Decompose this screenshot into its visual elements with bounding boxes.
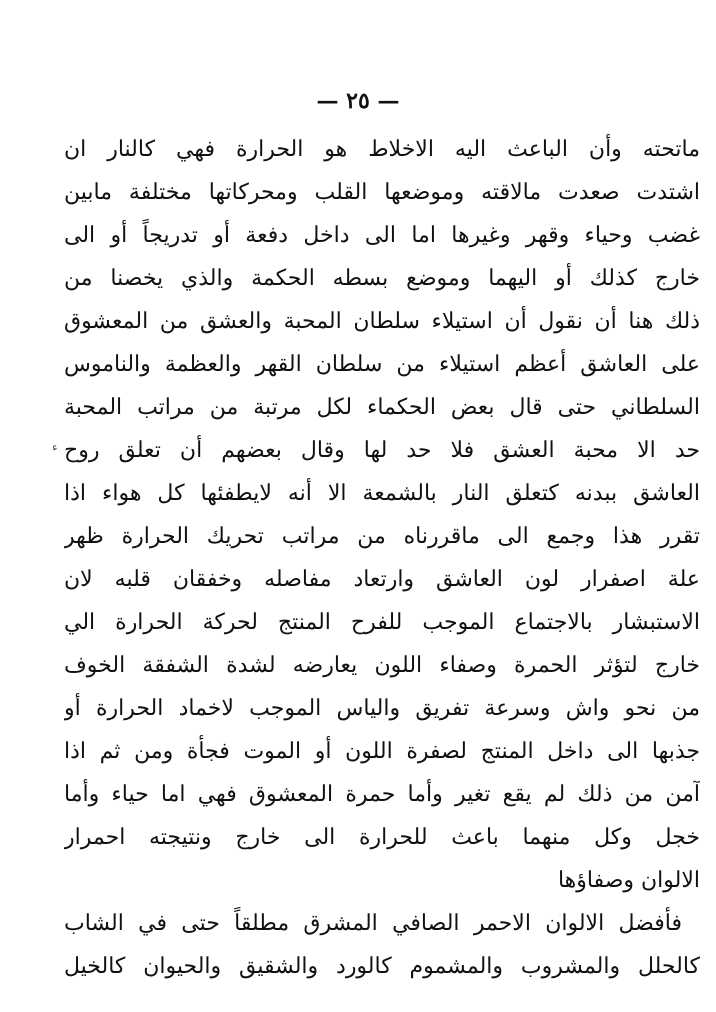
- text-line: خارج كذلك أو اليهما وموضع بسطه الحكمة والذي يخصنا من: [64, 266, 700, 291]
- text-line: كالحلل والمشروب والمشموم كالورد والشقيق والحيوان كالخيل: [64, 954, 700, 979]
- text-line: فأفضل الالوان الاحمر الصافي المشرق مطلقاً حتى في الشاب: [64, 911, 682, 936]
- text-line: خارج لتؤثر الحمرة وصفاء اللون يعارضه لشدة الشفقة الخوف: [64, 653, 700, 678]
- text-line: ماتحته وأن الباعث اليه الاخلاط هو الحرارة فهي كالنار ان: [64, 137, 700, 162]
- text-line: خجل وكل منهما باعث للحرارة الى خارج ونتيجته احمرار: [64, 825, 700, 850]
- text-line: ذلك هنا أن نقول أن استيلاء سلطان المحبة والعشق من المعشوق: [64, 309, 700, 334]
- text-line: آمن من ذلك لم يقع تغير وأما حمرة المعشوق فهي اما حياء وأما: [64, 782, 700, 807]
- text-line: على العاشق أعظم استيلاء من سلطان القهر والعظمة والناموس: [64, 352, 700, 377]
- text-body: [64, 128, 700, 988]
- margin-mark: ء: [52, 440, 58, 454]
- text-line: علة اصفرار لون العاشق وارتعاد مفاصله وخفقان قلبه لان: [64, 567, 700, 592]
- text-line: حد الا محبة العشق فلا حد لها وقال بعضهم أن تعلق روح: [64, 438, 700, 463]
- text-line: العاشق ببدنه كتعلق النار بالشمعة الا أنه لايطفئها كل هواء اذا: [64, 481, 700, 506]
- text-line: الاستبشار بالاجتماع الموجب للفرح المنتج لحركة الحرارة الي: [64, 610, 700, 635]
- text-line: تقرر هذا وجمع الى ماقررناه من مراتب تحريك الحرارة ظهر: [64, 524, 700, 549]
- text-line: من نحو واش وسرعة تفريق والياس الموجب لاخماد الحرارة أو: [64, 696, 700, 721]
- text-line: غضب وحياء وقهر وغيرها اما الى داخل دفعة أو تدريجاً أو الى: [64, 223, 700, 248]
- text-line: اشتدت صعدت مالاقته وموضعها القلب ومحركاتها مختلفة مابين: [64, 180, 700, 205]
- text-line: الالوان وصفاؤها: [557, 868, 700, 893]
- text-line: السلطاني حتى قال بعض الحكماء لكل مرتبة من مراتب المحبة: [64, 395, 700, 420]
- page-number: — ٢٥ —: [316, 88, 400, 114]
- text-line: جذبها الى داخل المنتج لصفرة اللون أو الموت فجأة ومن ثم اذا: [64, 739, 700, 764]
